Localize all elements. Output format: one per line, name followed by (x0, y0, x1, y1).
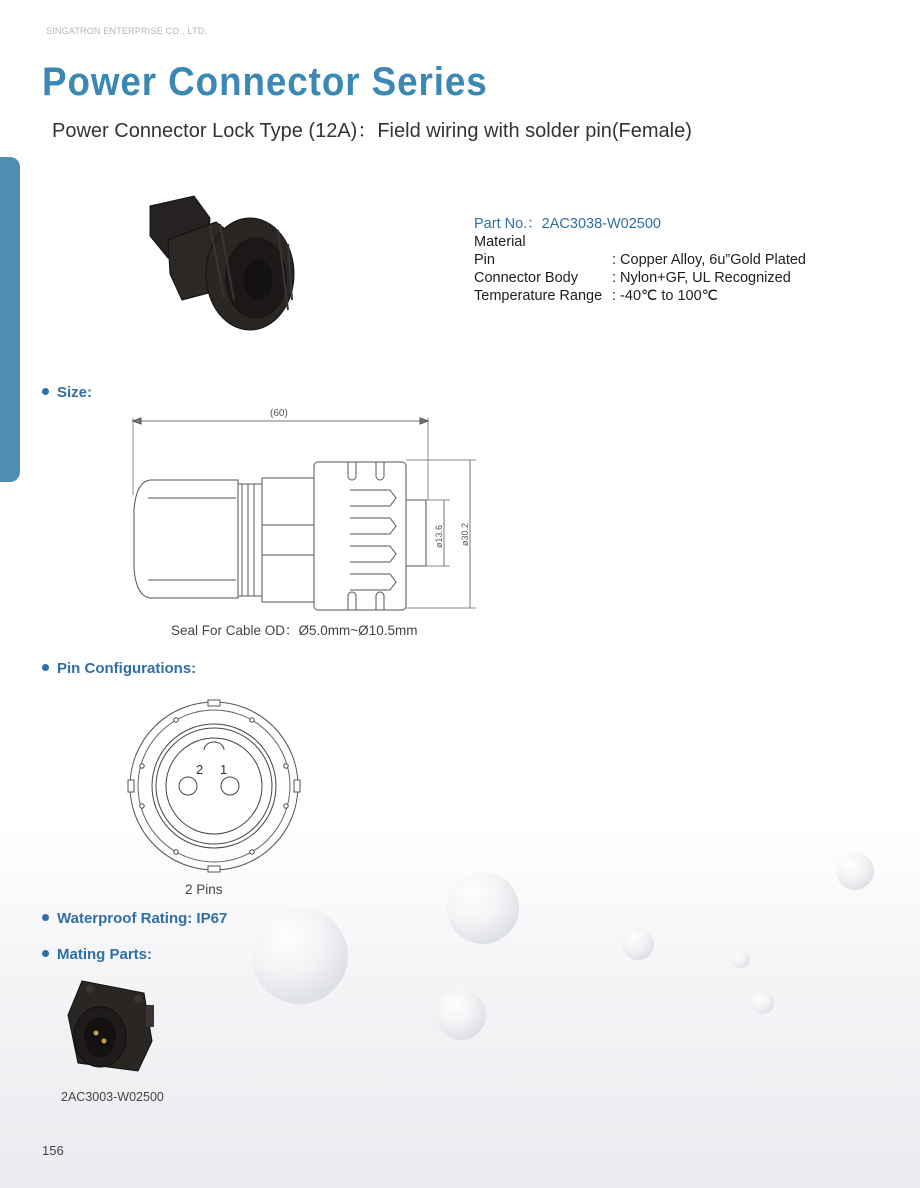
page-subtitle: Power Connector Lock Type (12A)：Field wiring with solder pin(Female) (52, 120, 692, 142)
part-number: Part No.：2AC3038-W02500 (474, 216, 661, 232)
pin-caption: 2 Pins (185, 882, 223, 897)
section-mating-parts (42, 946, 152, 963)
spec-row (474, 287, 806, 305)
spec-value: : Nylon+GF, UL Recognized (612, 270, 791, 286)
page-number: 156 (42, 1143, 64, 1158)
spec-value: : -40℃ to 100℃ (612, 288, 718, 304)
bullet-icon (42, 388, 49, 395)
section-waterproof (42, 910, 227, 927)
material-label: Material (474, 234, 526, 250)
decorative-bubble (622, 928, 654, 960)
spec-block (474, 215, 806, 305)
bullet-icon (42, 664, 49, 671)
page-title: Power Connector Series (42, 60, 488, 104)
section-title: Size: (57, 384, 93, 401)
mating-part-number: 2AC3003-W02500 (61, 1090, 164, 1104)
bullet-icon (42, 950, 49, 957)
decorative-bubble (252, 908, 348, 1004)
product-image (138, 190, 298, 340)
mating-part-image (60, 975, 160, 1080)
section-pin-configurations (42, 660, 196, 677)
decorative-bubble (836, 852, 874, 890)
spec-key: Pin (474, 252, 495, 268)
company-name: SINGATRON ENTERPRISE CO., LTD. (46, 26, 208, 36)
section-title: Waterproof Rating: IP67 (57, 910, 228, 927)
spec-key: Temperature Range (474, 288, 603, 304)
spec-value: : Copper Alloy, 6u”Gold Plated (612, 252, 806, 268)
spec-row (474, 251, 806, 269)
side-tab (0, 157, 20, 482)
decorative-bubble (732, 950, 750, 968)
section-title: Pin Configurations: (57, 660, 197, 677)
seal-caption: Seal For Cable OD：Ø5.0mm~Ø10.5mm (171, 623, 418, 638)
spec-row (474, 269, 806, 287)
pin-configuration-drawing (124, 698, 304, 878)
inner-diameter-label: ø13.6 (434, 524, 444, 548)
pin-2-label: 2 (196, 762, 204, 777)
length-label: (60) (270, 408, 288, 419)
decorative-bubble (447, 872, 519, 944)
section-size (42, 384, 92, 401)
section-title: Mating Parts: (57, 946, 153, 963)
pin-1-label: 1 (220, 762, 228, 777)
decorative-bubble (752, 992, 774, 1014)
decorative-bubble (436, 990, 486, 1040)
spec-key: Connector Body (474, 270, 578, 286)
outer-diameter-label: ø30.2 (460, 522, 470, 546)
size-drawing (128, 400, 488, 615)
bullet-icon (42, 914, 49, 921)
